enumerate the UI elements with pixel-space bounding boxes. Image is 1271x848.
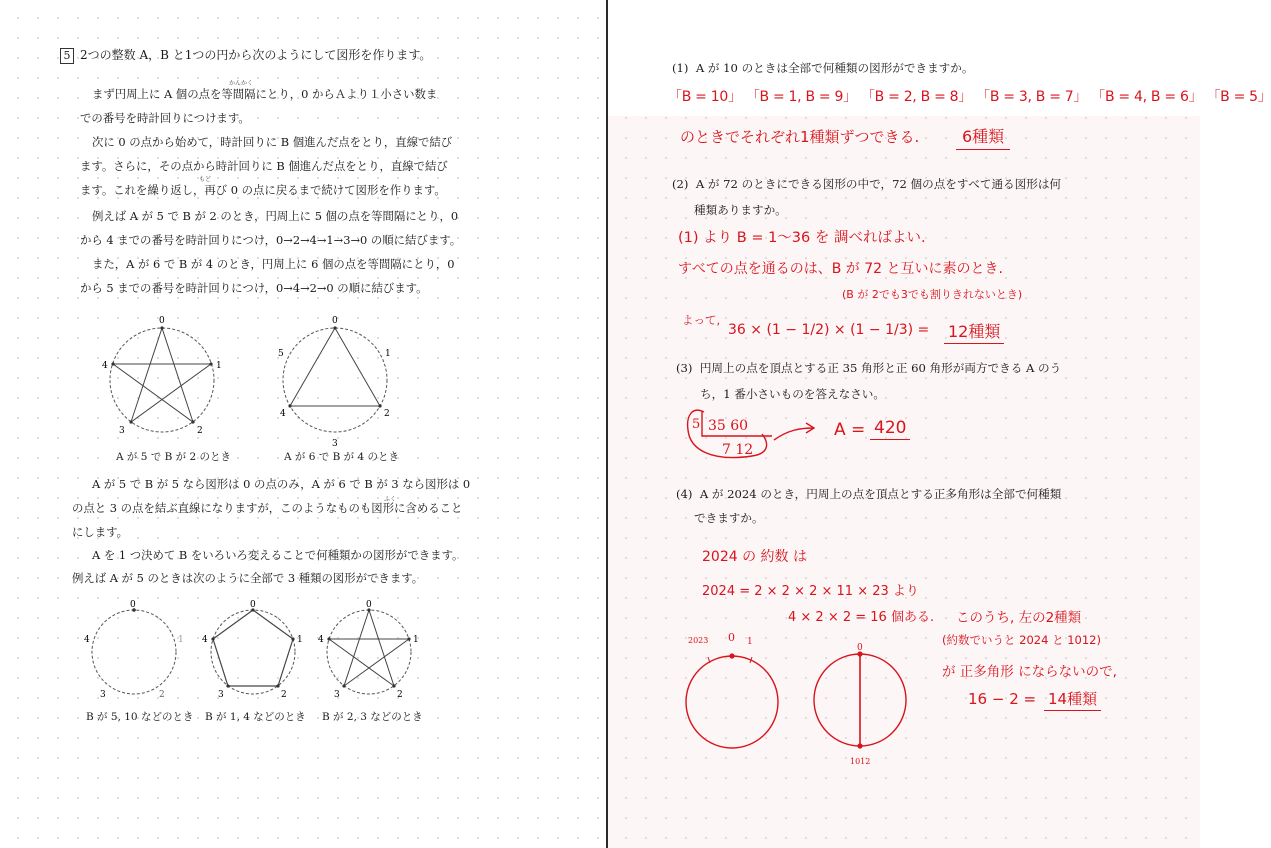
q3-quotients: 7 12 bbox=[722, 442, 754, 458]
question-1 bbox=[672, 60, 973, 76]
paragraph2-line-4: A を 1 つ決めて B をいろいろ変えることで何種類かの図形ができます。 bbox=[92, 548, 464, 562]
vertex-label: 1 bbox=[216, 361, 222, 371]
paragraph-line-6: 例えば A が 5 で B が 2 のとき，円周上に 5 個の点を等間隔にとり，0 bbox=[92, 209, 459, 223]
q1-case: 「B = 3, B = 7」 bbox=[976, 89, 1088, 105]
question-2-text-2: 種類ありますか。 bbox=[694, 203, 787, 217]
question-1-text: A が 10 のときは全部で何種類の図形ができますか。 bbox=[695, 61, 974, 75]
paragraph2-line-1: A が 5 で B が 5 なら図形は 0 の点のみ，A が 6 で B が 3 なら図形は 0 bbox=[92, 477, 471, 491]
q3-divisor: 5 bbox=[692, 417, 701, 432]
vertex-label: 1 bbox=[385, 349, 391, 359]
q2-calc: 36 × (1 − 1/2) × (1 − 1/3) = bbox=[728, 322, 930, 338]
vertex-label: 0 bbox=[130, 600, 136, 610]
vertex-label: 0 bbox=[159, 316, 165, 326]
q4-circle-point-only bbox=[678, 626, 788, 750]
figure-caption-5: B が 2, 3 などのとき bbox=[322, 711, 423, 723]
q4-line-5: (約数でいうと 2024 と 1012) bbox=[942, 633, 1101, 647]
vertex-label: 3 bbox=[100, 690, 106, 700]
question-4-text-2: できますか。 bbox=[694, 511, 764, 525]
problem-header bbox=[60, 46, 431, 64]
question-2-text: A が 72 のときにできる図形の中で，72 個の点をすべて通る図形は何 bbox=[695, 177, 1062, 191]
ruby-fuku: ふく bbox=[384, 496, 397, 503]
figure-pentagon bbox=[202, 598, 306, 704]
figure-caption-3: B が 5, 10 などのとき bbox=[86, 711, 194, 723]
vertex-label: 2 bbox=[384, 409, 390, 419]
paragraph-line-3: 次に 0 の点から始めて，時計回りに B 個進んだ点をとり，直線で結び bbox=[92, 135, 453, 149]
q1-case: 「B = 10」 bbox=[668, 89, 742, 105]
q4-line-6: が 正多角形 にならないので, bbox=[942, 664, 1117, 680]
vertex-label: 3 bbox=[332, 439, 338, 449]
q1-explanation: のときでそれぞれ1種類ずつできる. bbox=[680, 128, 920, 146]
vertex-label: 3 bbox=[119, 426, 125, 436]
q3-division-work bbox=[682, 404, 832, 462]
vertex-label: 0 bbox=[332, 316, 338, 326]
question-4-text: A が 2024 のとき，円周上の点を頂点とする正多角形は全部で何種類 bbox=[699, 487, 1062, 501]
vertex-label: 4 bbox=[102, 361, 108, 371]
paragraph-line-5: ます。これを繰り返し，再び 0 の点に戻るまで続けて図形を作ります。 bbox=[80, 183, 446, 197]
q4-circle-diameter bbox=[808, 638, 908, 770]
right-page bbox=[608, 0, 1271, 848]
q4-line-2: 2024 = 2 × 2 × 2 × 11 × 23 より bbox=[702, 584, 919, 599]
q3-answer: 420 bbox=[870, 418, 910, 440]
vertex-label: 0 bbox=[250, 600, 256, 610]
vertex-label: 5 bbox=[278, 349, 284, 359]
vertex-label: 4 bbox=[318, 635, 324, 645]
problem-title: 2つの整数 A，B と1つの円から次のようにして図形を作ります。 bbox=[80, 48, 432, 62]
q1-case: 「B = 5」 bbox=[1206, 89, 1271, 105]
paragraph2-line-5: 例えば A が 5 のときは次のように全部で 3 種類の図形ができます。 bbox=[72, 571, 424, 585]
question-3-number: (3) bbox=[676, 361, 693, 375]
figure-caption-2: A が 6 で B が 4 のとき bbox=[284, 451, 400, 463]
paragraph-line-4: ます。さらに，その点から時計回りに B 個進んだ点をとり，直線で結び bbox=[80, 159, 448, 173]
question-1-number: (1) bbox=[672, 61, 689, 75]
question-3-text-2: ち，1 番小さいものを答えなさい。 bbox=[700, 387, 885, 401]
q4-line-1: 2024 の 約数 は bbox=[702, 549, 807, 565]
vertex-label: 4 bbox=[280, 409, 286, 419]
q4-answer: 14種類 bbox=[1044, 688, 1101, 711]
vertex-label: 1 bbox=[178, 635, 184, 645]
q4-label-1012: 1012 bbox=[850, 757, 871, 766]
left-page bbox=[0, 0, 606, 848]
question-4 bbox=[676, 486, 1061, 502]
vertex-label: 0 bbox=[366, 600, 372, 610]
figure-triangle-a6-b4 bbox=[272, 312, 402, 452]
q4-line-3: 4 × 2 × 2 = 16 個ある. bbox=[788, 610, 935, 625]
q2-yotte: よって, bbox=[682, 313, 721, 327]
vertex-label: 2 bbox=[281, 690, 287, 700]
vertex-label: 3 bbox=[334, 690, 340, 700]
q2-answer: 12種類 bbox=[944, 319, 1004, 344]
vertex-label: 1 bbox=[413, 635, 419, 645]
paragraph-line-1: まず円周上に A 個の点を等間隔にとり，0 からＡより１小さい数ま bbox=[92, 87, 438, 101]
vertex-label: 1 bbox=[297, 635, 303, 645]
q1-case: 「B = 1, B = 9」 bbox=[745, 89, 857, 105]
q4-label-0: 0 bbox=[728, 631, 735, 644]
vertex-label: 2 bbox=[159, 690, 165, 700]
q2-line-2: すべての点を通るのは、B が 72 と互いに素のとき. bbox=[678, 261, 1003, 277]
q3-answer-label: A = bbox=[834, 420, 866, 440]
q2-line-3: (B が 2でも3でも割りきれないとき) bbox=[842, 288, 1023, 301]
question-2-number: (2) bbox=[672, 177, 689, 191]
paragraph2-line-2: の点と 3 の点を結ぶ直線になりますが，このようなものも図形に含めること bbox=[72, 501, 463, 515]
paragraph2-line-3: にします。 bbox=[72, 525, 129, 539]
paragraph-line-8: また，A が 6 で B が 4 のとき，円周上に 6 個の点を等間隔にとり，0 bbox=[92, 257, 455, 271]
q1-case-list bbox=[668, 86, 1271, 106]
question-3-text: 円周上の点を頂点とする正 35 角形と正 60 角形が両方できる A のう bbox=[699, 361, 1062, 375]
vertex-label: 3 bbox=[218, 690, 224, 700]
figure-caption-4: B が 1, 4 などのとき bbox=[205, 711, 306, 723]
vertex-label: 4 bbox=[84, 635, 90, 645]
problem-number: 5 bbox=[60, 48, 74, 64]
q1-case: 「B = 2, B = 8」 bbox=[860, 89, 972, 105]
q4-label-0b: 0 bbox=[857, 643, 863, 653]
paragraph-line-7: から 4 までの番号を時計回りにつけ，0→2→4→1→3→0 の順に結びます。 bbox=[80, 233, 462, 247]
figure-caption-1: A が 5 で B が 2 のとき bbox=[116, 451, 232, 463]
ruby-modo: もど bbox=[199, 176, 212, 183]
question-3 bbox=[676, 360, 1061, 376]
question-4-number: (4) bbox=[676, 487, 693, 501]
figure-pentagram-small bbox=[318, 598, 422, 704]
q1-case: 「B = 4, B = 6」 bbox=[1091, 89, 1203, 105]
question-2 bbox=[672, 176, 1061, 192]
q1-answer: 6種類 bbox=[956, 124, 1010, 150]
q4-line-4: このうち, 左の2種類 bbox=[956, 610, 1082, 626]
paragraph-line-2: での番号を時計回りにつけます。 bbox=[80, 111, 250, 125]
vertex-label: 4 bbox=[202, 635, 208, 645]
q4-label-2023: 2023 bbox=[688, 636, 709, 645]
ruby-tokankaku: かんかく bbox=[229, 80, 254, 87]
figure-pentagram-a5-b2 bbox=[100, 312, 230, 446]
q2-line-1: (1) より B = 1〜36 を 調べればよい. bbox=[678, 230, 926, 246]
q3-dividends: 35 60 bbox=[708, 418, 749, 434]
vertex-label: 2 bbox=[397, 690, 403, 700]
q4-calc: 16 − 2 = bbox=[968, 690, 1037, 708]
figure-point-only bbox=[84, 598, 188, 704]
q4-label-1: 1 bbox=[747, 637, 753, 647]
vertex-label: 2 bbox=[197, 426, 203, 436]
paragraph-line-9: から 5 までの番号を時計回りにつけ，0→4→2→0 の順に結びます。 bbox=[80, 281, 428, 295]
